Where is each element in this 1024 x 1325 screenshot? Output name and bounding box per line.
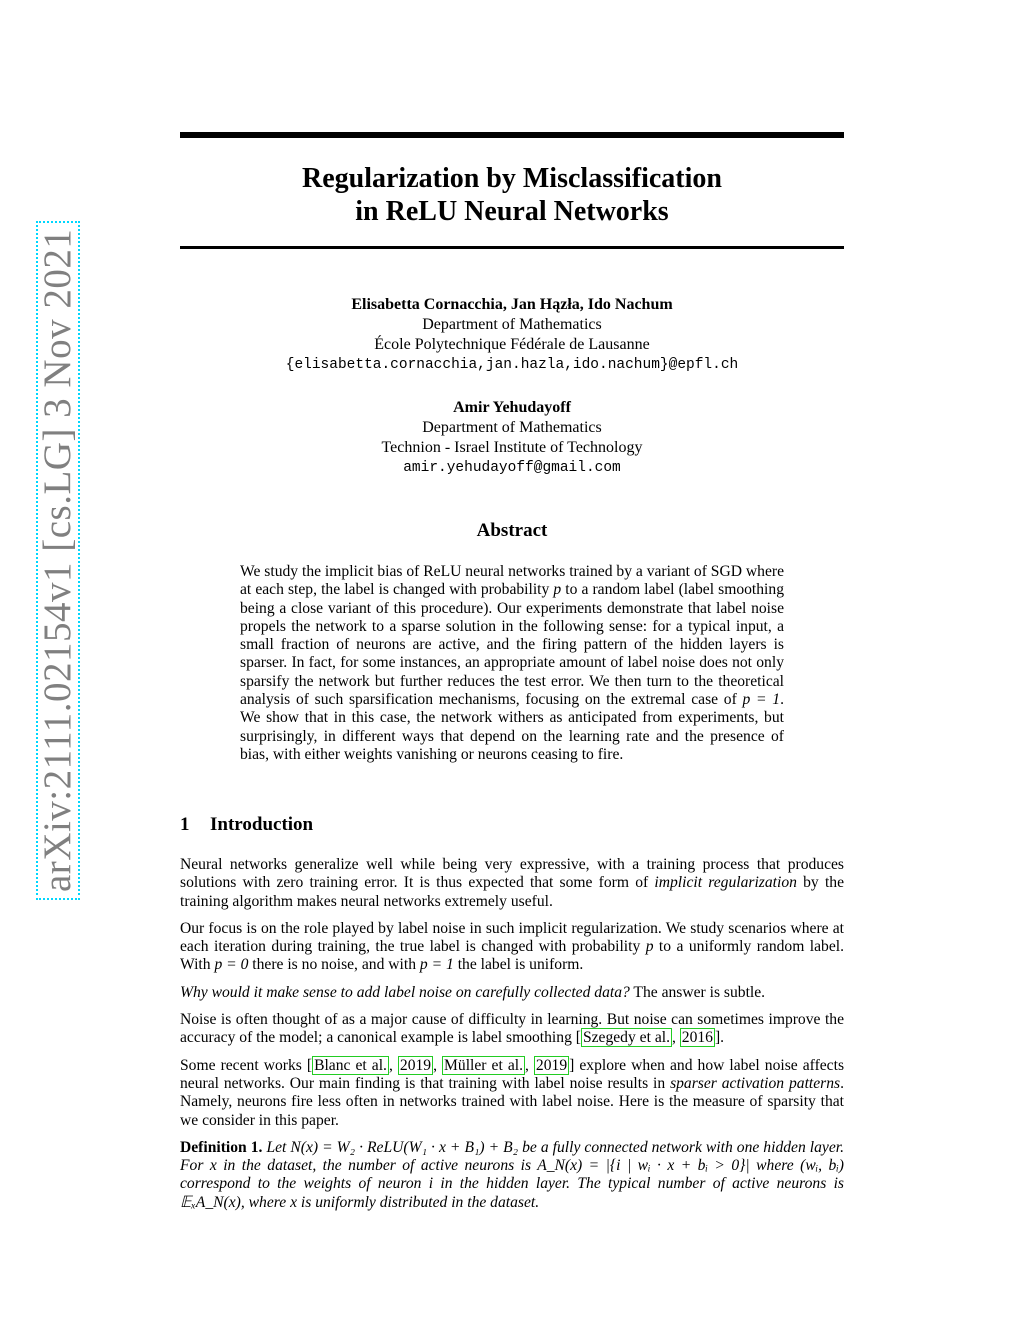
author-block-2 (180, 398, 844, 478)
title-bottom-rule (180, 246, 844, 249)
text-run: . Namely, neurons fire less often in networks trained with label noise. Here is the measure of sparsity that we consider in this paper. (180, 1074, 844, 1129)
math-eq: p = 0 (214, 956, 249, 974)
abstract-heading: Abstract (476, 520, 548, 541)
abstract-part: We study the implicit bias of ReLU neural networks trained by a variant of SGD where at each step, the label is changed with probability (240, 563, 784, 599)
emphasis: sparser activation patterns (670, 1074, 841, 1092)
paragraph (180, 920, 844, 975)
author-department: Department of Mathematics (422, 419, 602, 436)
text-run: correspond to the weights of neuron (180, 1175, 429, 1193)
math-var: x (209, 1157, 217, 1175)
text-run: Let (262, 1138, 291, 1156)
text-run: be a fully connected network with one hidden layer. For (180, 1138, 844, 1175)
math-eq: 𝔼ₓA_N(x) (180, 1193, 241, 1211)
math-eq: N(x) = W₂ · ReLU(W₁ · x + B₁) + B₂ (290, 1138, 519, 1156)
text-run: Some recent works [ (180, 1056, 313, 1074)
text-run: is uniformly distributed in the dataset. (297, 1193, 540, 1211)
paragraph: Some recent works [ Blanc et al. , 2019 , Müller et al. , 2019 ] explore when and how label noise affects neural networks. Our main finding is that training with label noise results in sparser activation patterns. Namely, neurons fire less often in networks trained with label noise. Here is the measure of sparsity that we consider in this paper. (180, 1056, 845, 1129)
title-top-rule (180, 132, 844, 138)
paragraph (180, 984, 844, 1002)
math-var: p (645, 938, 654, 956)
definition (180, 1139, 844, 1212)
definition-label: Definition 1. (180, 1138, 263, 1156)
section-title: Introduction (210, 814, 314, 835)
math-eq: p = 1 (742, 691, 781, 709)
author-names: Amir Yehudayoff (453, 399, 571, 416)
citation-link[interactable]: 2019 (399, 1056, 432, 1074)
emphasis: implicit regularization (654, 874, 797, 892)
math-eq: (wᵢ, bᵢ) (800, 1157, 844, 1175)
math-eq: p = 1 (419, 956, 454, 974)
author-email[interactable]: {elisabetta.cornacchia,jan.hazla,ido.nachum}@epfl.ch (285, 357, 739, 373)
title-line-1: Regularization by Misclassification (302, 163, 722, 194)
author-department: Department of Mathematics (422, 316, 602, 333)
math-eq: A_N(x) = |{i | wᵢ · x + bᵢ > 0}| (537, 1157, 750, 1175)
paragraph (180, 856, 844, 911)
math-var: p (553, 581, 562, 599)
citation-link[interactable]: Müller et al. (444, 1056, 523, 1074)
text-run: Noise is often thought of as a major cause of difficulty in learning. But noise can sometimes improve the accuracy of the model; a canonical example is label smoothing [ (180, 1011, 844, 1047)
paragraph: Noise is often thought of as a major cause of difficulty in learning. But noise can sometimes improve the accuracy of the model; a canonical example is label smoothing [ Szegedy et al. , 2016 ]. (180, 1011, 844, 1047)
text-run: by the training algorithm makes neural networks extremely useful. (180, 874, 844, 910)
title-line-2: in ReLU Neural Networks (355, 196, 669, 227)
math-var: i (428, 1175, 434, 1193)
introduction-body (180, 856, 844, 1221)
text-run: Our focus is on the role played by label noise in such implicit regularization. We study scenarios where at each iteration during training, the true label is changed with probability (180, 919, 844, 956)
abstract-part: to a random label (label smoothing being a close variant of this procedure). Our experiments demonstrate that label noise propels the network to a sparse solution in the following sense: for a typical input, a small fraction of neurons are active, and the firing pattern of the hidden layers is sparser. In fact, for some instances, an appropriate amount of label noise does not only sparsify the network but further reduces the test error. We then turn to the theoretical analysis of such sparsification mechanisms, focusing on the extremal case of (240, 581, 784, 709)
text-run: ] explore when and how label noise affects neural networks. Our main finding is that training with label noise results in (180, 1056, 845, 1092)
math-var: x (290, 1193, 297, 1211)
author-institution: École Polytechnique Fédérale de Lausanne (374, 336, 650, 353)
text-run: in the hidden layer. The typical number of active neurons is (433, 1175, 844, 1193)
citation-link[interactable]: 2016 (681, 1029, 713, 1047)
text-run: Neural networks generalize well while being very expressive, with a training process that produces solutions with zero training error. It is thus expected that some form of (180, 856, 844, 892)
text-run: ]. (714, 1029, 725, 1047)
author-email[interactable]: amir.yehudayoff@gmail.com (403, 460, 621, 476)
section-heading-introduction (180, 814, 313, 836)
abstract-text (240, 563, 784, 764)
abstract-part: . We show that in this case, the network withers as anticipated from experiments, but surprisingly, in different ways that depend on the learning rate and the presence of bias, with either weights vanishing or neurons ceasing to fire. (240, 691, 784, 763)
text-run: to a uniformly random label. With (180, 938, 844, 974)
text-run: The answer is subtle. (629, 983, 766, 1001)
citation-link[interactable]: Blanc et al. (314, 1056, 387, 1074)
text-run: there is no noise, and with (248, 956, 420, 974)
paper-title (180, 162, 844, 228)
text-run: the label is uniform. (453, 956, 584, 974)
text-run: where (749, 1157, 801, 1175)
author-names: Elisabetta Cornacchia, Jan Hązła, Ido Nachum (351, 296, 673, 313)
citation-link[interactable]: 2019 (535, 1056, 568, 1074)
emphasis: Why would it make sense to add label noise on carefully collected data? (180, 983, 630, 1001)
citation-link[interactable]: Szegedy et al. (582, 1029, 670, 1047)
author-block-1 (180, 295, 844, 375)
text-run: , where (240, 1193, 291, 1211)
author-institution: Technion - Israel Institute of Technology (381, 439, 643, 456)
text-run: in the dataset, the number of active neurons is (216, 1157, 538, 1175)
arxiv-stamp[interactable]: arXiv:2111.02154v1 [cs.LG] 3 Nov 2021 (36, 221, 80, 900)
section-number: 1 (180, 814, 190, 835)
